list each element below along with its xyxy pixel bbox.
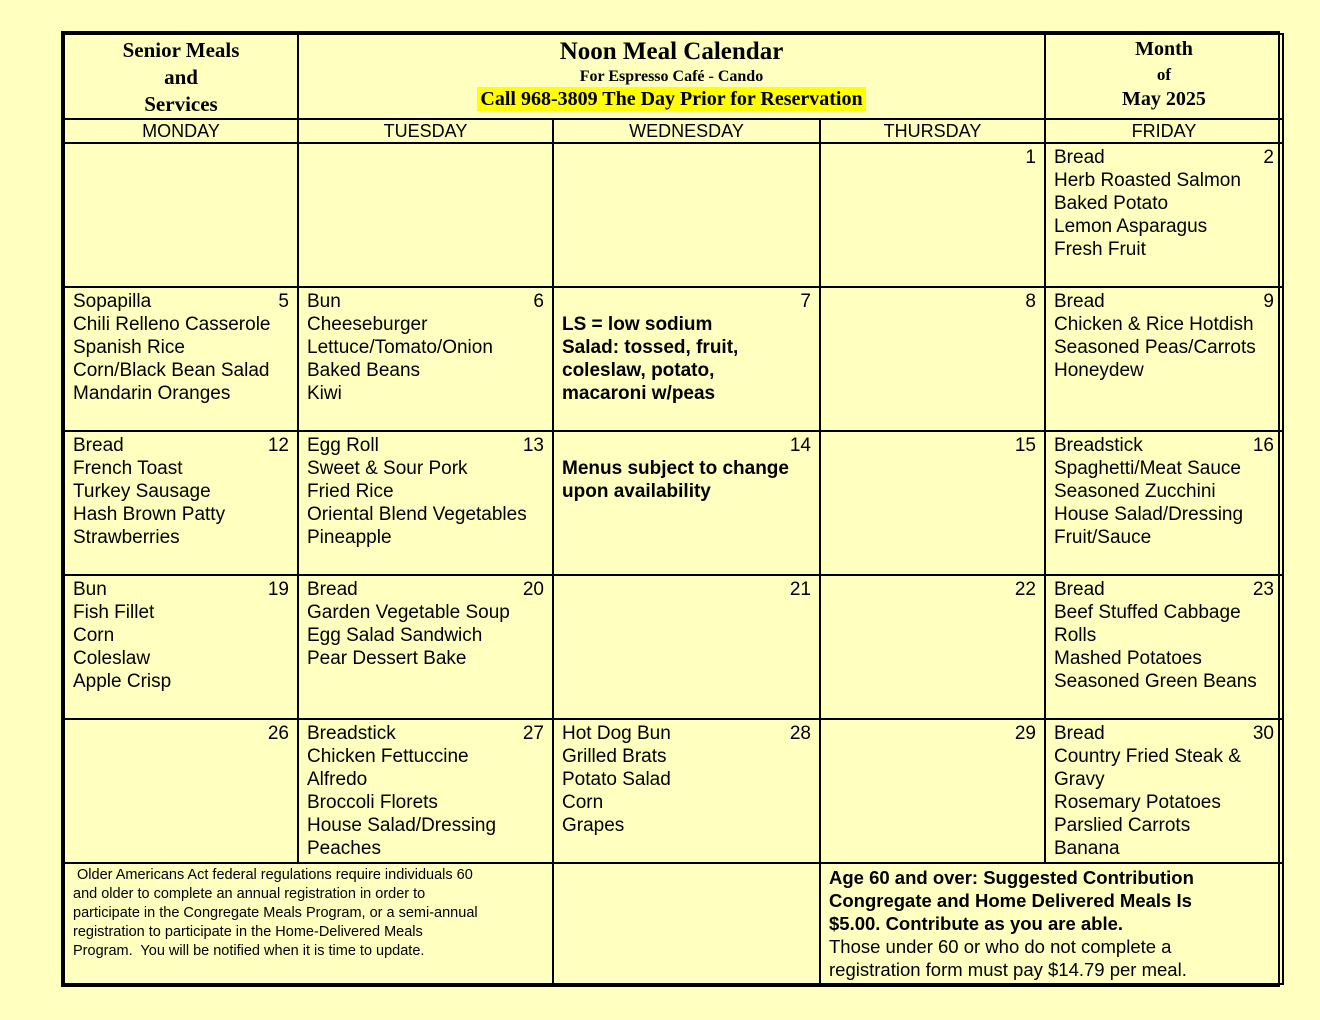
day-number: 23 <box>1252 579 1274 600</box>
menu-item: Fruit/Sauce <box>1054 527 1152 548</box>
menu-item: Breadstick <box>307 723 396 744</box>
calendar-note: Salad: tossed, fruit, <box>562 337 739 358</box>
weekday-row <box>64 119 1283 143</box>
day-number: 1 <box>1025 147 1036 168</box>
menu-item: Egg Roll <box>307 435 379 456</box>
month-block <box>1045 34 1283 119</box>
day-number: 6 <box>533 291 544 312</box>
day-first-line <box>562 722 811 745</box>
month-label: Month <box>1135 38 1193 60</box>
day-cell <box>820 719 1045 863</box>
day-number: 12 <box>267 435 289 456</box>
menu-item: Garden Vegetable Soup <box>307 602 510 623</box>
menu-item: French Toast <box>73 458 183 479</box>
menu-item: Grilled Brats <box>562 746 667 767</box>
menu-item: Bread <box>1054 579 1105 600</box>
registration-notice <box>64 863 553 984</box>
day-cell <box>820 575 1045 719</box>
day-cell <box>64 431 298 575</box>
day-first-line <box>73 434 289 457</box>
menu-item: Hash Brown Patty <box>73 504 226 525</box>
day-first-line <box>1054 722 1274 745</box>
day-cell <box>298 287 553 431</box>
day-number: 28 <box>789 723 811 744</box>
day-cell <box>820 287 1045 431</box>
menu-item: Pear Dessert Bake <box>307 648 467 669</box>
menu-item: Rolls <box>1054 625 1097 646</box>
week-row <box>64 287 1283 431</box>
day-number: 16 <box>1252 435 1274 456</box>
menu-item: Rosemary Potatoes <box>1054 792 1221 813</box>
menu-item: Corn <box>73 625 115 646</box>
day-first-line <box>307 722 544 745</box>
menu-item: Spanish Rice <box>73 337 185 358</box>
org-line: Services <box>144 92 218 116</box>
day-number: 8 <box>1025 291 1036 312</box>
menu-item: Apple Crisp <box>73 671 172 692</box>
menu-item: Gravy <box>1054 769 1105 790</box>
month-of: of <box>1156 65 1172 84</box>
menu-item: Sopapilla <box>73 291 152 312</box>
day-cell <box>820 431 1045 575</box>
menu-item: Sweet & Sour Pork <box>307 458 468 479</box>
menu-item: Turkey Sausage <box>73 481 211 502</box>
week-row <box>64 431 1283 575</box>
menu-item: Strawberries <box>73 527 180 548</box>
day-cell <box>1045 719 1283 863</box>
day-number: 20 <box>522 579 544 600</box>
day-number: 22 <box>1014 579 1036 600</box>
week-row <box>64 575 1283 719</box>
day-cell <box>1045 431 1283 575</box>
calendar-note: Menus subject to change <box>562 458 789 479</box>
day-first-line <box>307 290 544 313</box>
menu-item: Grapes <box>562 815 625 836</box>
month-value: May 2025 <box>1122 88 1206 110</box>
menu-item: Kiwi <box>307 383 342 404</box>
day-cell <box>298 719 553 863</box>
day-number: 5 <box>278 291 289 312</box>
day-first-line <box>73 578 289 601</box>
menu-item: Alfredo <box>307 769 368 790</box>
day-first-line <box>829 578 1036 601</box>
day-first-line <box>1054 434 1274 457</box>
registration-line: registration to participate in the Home-Delivered Meals <box>73 924 423 940</box>
day-cell <box>553 287 820 431</box>
day-cell <box>64 287 298 431</box>
org-line: Senior Meals <box>122 38 240 62</box>
calendar-footer <box>64 863 1283 984</box>
menu-item: Chili Relleno Casserole <box>73 314 271 335</box>
day-first-line <box>562 290 811 313</box>
day-number: 13 <box>522 435 544 456</box>
menu-item: Beef Stuffed Cabbage <box>1054 602 1241 623</box>
menu-item: Bun <box>307 291 341 312</box>
menu-item: Lettuce/Tomato/Onion <box>307 337 493 358</box>
day-number: 26 <box>267 723 289 744</box>
contribution-line: Age 60 and over: Suggested Contribution <box>829 867 1194 888</box>
menu-item: Bun <box>73 579 107 600</box>
day-first-line <box>562 434 811 457</box>
menu-item: Fried Rice <box>307 481 394 502</box>
menu-item: Baked Potato <box>1054 193 1169 214</box>
calendar-title: Noon Meal Calendar <box>559 38 784 65</box>
day-first-line <box>1054 578 1274 601</box>
day-cell <box>553 575 820 719</box>
weekday-header: WEDNESDAY <box>553 119 820 143</box>
menu-item: Seasoned Green Beans <box>1054 671 1257 692</box>
day-cell <box>1045 143 1283 287</box>
menu-item: Pineapple <box>307 527 392 548</box>
menu-item: House Salad/Dressing <box>1054 504 1244 525</box>
menu-item: Chicken Fettuccine <box>307 746 469 767</box>
menu-item: Chicken & Rice Hotdish <box>1054 314 1254 335</box>
calendar-title-block <box>298 34 1045 119</box>
day-number: 15 <box>1014 435 1036 456</box>
day-number: 7 <box>800 291 811 312</box>
menu-item: Cheeseburger <box>307 314 428 335</box>
contribution-line: Congregate and Home Delivered Meals Is <box>829 890 1192 911</box>
menu-item: Seasoned Peas/Carrots <box>1054 337 1256 358</box>
day-first-line <box>829 434 1036 457</box>
day-cell <box>553 431 820 575</box>
meal-calendar <box>61 31 1280 987</box>
menu-item: Corn <box>562 792 604 813</box>
menu-item: Fresh Fruit <box>1054 239 1146 260</box>
menu-item: Country Fried Steak & <box>1054 746 1241 767</box>
menu-item: Peaches <box>307 838 381 859</box>
menu-item: Breadstick <box>1054 435 1143 456</box>
registration-line: Older Americans Act federal regulations require individuals 60 <box>73 867 473 883</box>
day-cell <box>553 143 820 287</box>
weekday-header: MONDAY <box>64 119 298 143</box>
day-first-line <box>73 290 289 313</box>
menu-item: Lemon Asparagus <box>1054 216 1208 237</box>
weekday-header: TUESDAY <box>298 119 553 143</box>
day-first-line <box>307 578 544 601</box>
menu-item: Baked Beans <box>307 360 421 381</box>
menu-item: Bread <box>1054 147 1105 168</box>
day-number: 27 <box>522 723 544 744</box>
footer-empty-cell <box>553 863 820 984</box>
menu-item: Potato Salad <box>562 769 671 790</box>
menu-item: Honeydew <box>1054 360 1144 381</box>
menu-item: Bread <box>73 435 124 456</box>
calendar-note: coleslaw, potato, <box>562 360 715 381</box>
day-first-line <box>1054 290 1274 313</box>
menu-item: Parslied Carrots <box>1054 815 1191 836</box>
day-number: 2 <box>1263 147 1274 168</box>
reservation-notice: Call 968-3809 The Day Prior for Reservation <box>477 87 865 111</box>
contribution-line: registration form must pay $14.79 per meal. <box>829 959 1187 980</box>
registration-line: Program. You will be notified when it is time to update. <box>73 943 425 959</box>
day-number: 9 <box>1263 291 1274 312</box>
day-number: 30 <box>1252 723 1274 744</box>
menu-item: Mandarin Oranges <box>73 383 231 404</box>
calendar-note: LS = low sodium <box>562 314 713 335</box>
menu-item: Mashed Potatoes <box>1054 648 1202 669</box>
day-number: 29 <box>1014 723 1036 744</box>
contribution-line: $5.00. Contribute as you are able. <box>829 913 1124 934</box>
menu-item: Egg Salad Sandwich <box>307 625 483 646</box>
day-cell <box>298 575 553 719</box>
day-number: 14 <box>789 435 811 456</box>
day-cell <box>64 719 298 863</box>
registration-line: participate in the Congregate Meals Program, or a semi-annual <box>73 905 478 921</box>
weekday-header: FRIDAY <box>1045 119 1283 143</box>
day-first-line <box>829 722 1036 745</box>
day-first-line <box>1054 146 1274 169</box>
day-cell <box>1045 287 1283 431</box>
day-first-line <box>562 578 811 601</box>
calendar-weeks <box>64 143 1283 863</box>
day-cell <box>298 143 553 287</box>
menu-item: Corn/Black Bean Salad <box>73 360 270 381</box>
org-line: and <box>164 65 198 89</box>
day-cell <box>1045 575 1283 719</box>
day-cell <box>64 575 298 719</box>
menu-item: Bread <box>1054 291 1105 312</box>
day-cell <box>553 719 820 863</box>
day-number: 19 <box>267 579 289 600</box>
menu-item: Banana <box>1054 838 1120 859</box>
menu-item: Coleslaw <box>73 648 151 669</box>
menu-item: Seasoned Zucchini <box>1054 481 1216 502</box>
menu-item: Spaghetti/Meat Sauce <box>1054 458 1241 479</box>
contribution-line: Those under 60 or who do not complete a <box>829 936 1172 957</box>
weekday-header: THURSDAY <box>820 119 1045 143</box>
registration-line: and older to complete an annual registration in order to <box>73 886 426 902</box>
menu-item: Hot Dog Bun <box>562 723 671 744</box>
day-cell <box>820 143 1045 287</box>
day-first-line <box>829 146 1036 169</box>
week-row <box>64 143 1283 287</box>
menu-item: House Salad/Dressing <box>307 815 497 836</box>
organization-name <box>64 34 298 119</box>
menu-item: Bread <box>307 579 358 600</box>
calendar-header <box>64 34 1283 119</box>
menu-item: Broccoli Florets <box>307 792 438 813</box>
calendar-note: upon availability <box>562 481 711 502</box>
calendar-subtitle: For Espresso Café - Cando <box>579 68 764 85</box>
day-first-line <box>307 434 544 457</box>
day-cell <box>298 431 553 575</box>
menu-item: Fish Fillet <box>73 602 155 623</box>
contribution-notice <box>820 863 1283 984</box>
day-number: 21 <box>789 579 811 600</box>
menu-item: Oriental Blend Vegetables <box>307 504 527 525</box>
day-cell <box>64 143 298 287</box>
calendar-note: macaroni w/peas <box>562 383 716 404</box>
menu-item: Bread <box>1054 723 1105 744</box>
week-row <box>64 719 1283 863</box>
day-first-line <box>829 290 1036 313</box>
menu-item: Herb Roasted Salmon <box>1054 170 1241 191</box>
day-first-line <box>73 722 289 745</box>
